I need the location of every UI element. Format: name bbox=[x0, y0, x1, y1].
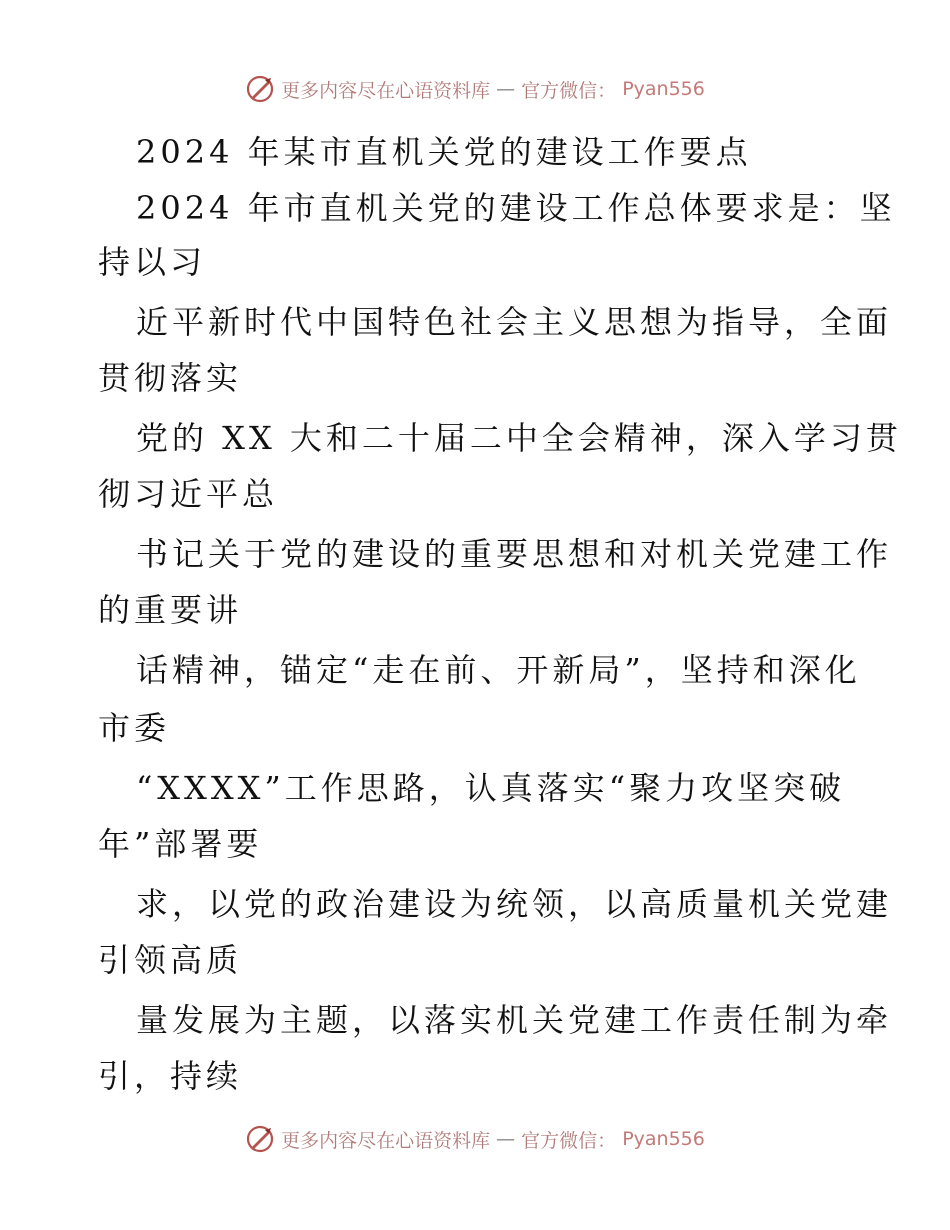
paragraph-line: 近平新时代中国特色社会主义思想为指导，全面 bbox=[136, 303, 893, 341]
watermark-handle: Pyan556 bbox=[622, 1128, 705, 1150]
watermark-dash: — bbox=[496, 1128, 516, 1150]
quill-logo-icon bbox=[245, 1124, 275, 1154]
watermark-official: 官方微信： bbox=[521, 1129, 617, 1152]
paragraph-line: 书记关于党的建设的重要思想和对机关党建工作 bbox=[136, 535, 893, 573]
quill-logo-icon bbox=[245, 74, 275, 104]
paragraph-line: 市委 bbox=[98, 709, 171, 747]
paragraph-line: 持以习 bbox=[98, 243, 207, 281]
paragraph-line: 话精神，锚定“走在前、开新局”，坚持和深化 bbox=[136, 651, 861, 689]
watermark-header bbox=[0, 74, 950, 104]
paragraph-line: 求，以党的政治建设为统领，以高质量机关党建 bbox=[136, 885, 893, 923]
paragraph-line: “XXXX”工作思路，认真落实“聚力攻坚突破 bbox=[136, 769, 846, 807]
paragraph-line: 引领高质 bbox=[98, 941, 243, 979]
watermark-official: 官方微信： bbox=[521, 79, 617, 102]
paragraph-line: 党的 XX 大和二十届二中全会精神，深入学习贯 bbox=[136, 419, 902, 457]
document-title: 2024 年某市直机关党的建设工作要点 bbox=[136, 133, 752, 171]
paragraph-line: 引，持续 bbox=[98, 1057, 243, 1095]
paragraph-line: 的重要讲 bbox=[98, 591, 243, 629]
watermark-text: 更多内容尽在心语资料库 bbox=[281, 1129, 491, 1152]
paragraph-line: 彻习近平总 bbox=[98, 475, 279, 513]
watermark-footer bbox=[0, 1124, 950, 1154]
paragraph-line: 2024 年市直机关党的建设工作总体要求是：坚 bbox=[136, 189, 896, 227]
watermark-text: 更多内容尽在心语资料库 bbox=[281, 79, 491, 102]
paragraph-line: 贯彻落实 bbox=[98, 359, 243, 397]
paragraph-line: 年”部署要 bbox=[98, 825, 263, 863]
watermark-handle: Pyan556 bbox=[622, 78, 705, 100]
watermark-dash: — bbox=[496, 78, 516, 100]
paragraph-line: 量发展为主题，以落实机关党建工作责任制为牵 bbox=[136, 1001, 893, 1039]
